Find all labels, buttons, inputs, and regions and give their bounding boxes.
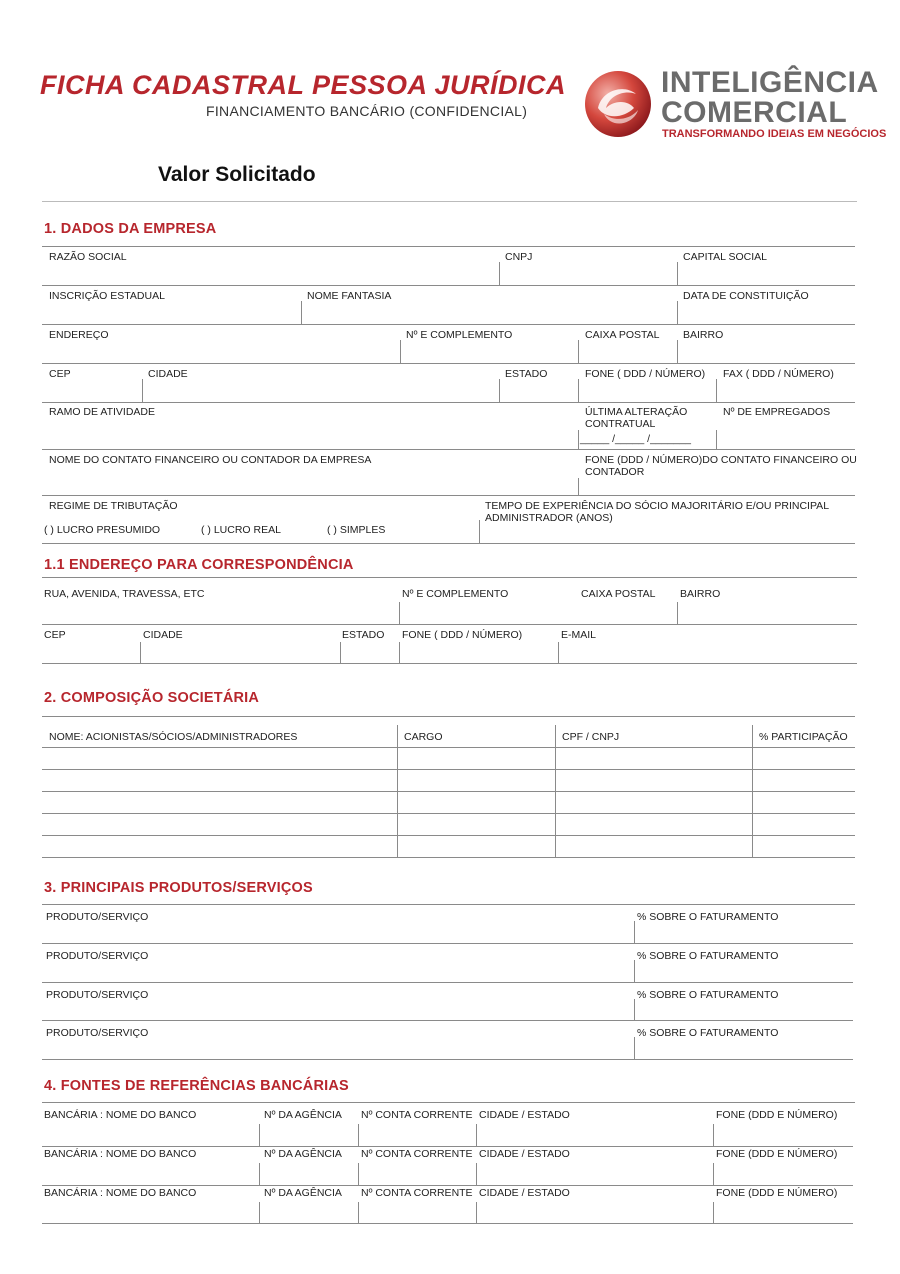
table-row[interactable] <box>42 857 855 858</box>
agencia-label: Nº DA AGÊNCIA <box>264 1148 342 1160</box>
field-divider <box>578 430 579 450</box>
section-title-dados-empresa: 1. DADOS DA EMPRESA <box>44 221 217 237</box>
corr-bairro-label: BAIRRO <box>680 588 721 600</box>
field-divider <box>499 262 500 286</box>
fone-contato-label: FONE (DDD / NÚMERO)DO CONTATO FINANCEIRO OU CONTADOR <box>585 454 857 478</box>
capital-social-label: CAPITAL SOCIAL <box>683 251 768 263</box>
field-divider <box>578 379 579 403</box>
section-title-produtos-servicos: 3. PRINCIPAIS PRODUTOS/SERVIÇOS <box>44 880 313 896</box>
rule <box>42 246 855 247</box>
simples-checkbox[interactable]: ( ) SIMPLES <box>327 524 386 536</box>
field-divider <box>634 1037 635 1059</box>
field-divider <box>677 301 678 325</box>
conta-label: Nº CONTA CORRENTE <box>361 1109 473 1121</box>
field-divider <box>259 1124 260 1147</box>
field-divider <box>713 1163 714 1186</box>
field-divider <box>578 340 579 364</box>
valor-solicitado-label: Valor Solicitado <box>158 163 316 186</box>
lucro-presumido-checkbox[interactable]: ( ) LUCRO PRESUMIDO <box>44 524 161 536</box>
endereco-label: ENDEREÇO <box>49 329 109 341</box>
fone-banco-label: FONE (DDD E NÚMERO) <box>716 1148 838 1160</box>
conta-label: Nº CONTA CORRENTE <box>361 1148 473 1160</box>
cnpj-label: CNPJ <box>505 251 533 263</box>
cidade-estado-label: CIDADE / ESTADO <box>479 1187 570 1199</box>
faturamento-label: % SOBRE O FATURAMENTO <box>637 989 779 1001</box>
field-divider <box>259 1202 260 1224</box>
rule <box>42 577 857 578</box>
field-divider <box>259 1163 260 1186</box>
razao-social-label: RAZÃO SOCIAL <box>49 251 127 263</box>
cep-field[interactable] <box>42 402 855 403</box>
field-divider <box>399 602 400 625</box>
rule <box>42 904 855 905</box>
banco-label: BANCÁRIA : NOME DO BANCO <box>44 1148 197 1160</box>
field-divider <box>677 262 678 286</box>
regime-field[interactable] <box>42 543 855 544</box>
fone-banco-label: FONE (DDD E NÚMERO) <box>716 1109 838 1121</box>
numero-complemento-label: Nº E COMPLEMENTO <box>406 329 513 341</box>
corr-rua-field[interactable] <box>42 624 857 625</box>
col-header-cpf-cnpj: CPF / CNPJ <box>562 731 620 743</box>
field-divider <box>340 642 341 664</box>
field-divider <box>713 1202 714 1224</box>
banco-field[interactable] <box>42 1223 853 1224</box>
field-divider <box>358 1163 359 1186</box>
field-divider <box>716 430 717 450</box>
nome-contato-field[interactable] <box>42 495 855 496</box>
corr-fone-label: FONE ( DDD / NÚMERO) <box>402 629 523 641</box>
col-header-cargo: CARGO <box>404 731 443 743</box>
fax-label: FAX ( DDD / NÚMERO) <box>723 368 834 380</box>
produto-label: PRODUTO/SERVIÇO <box>46 950 149 962</box>
field-divider <box>140 642 141 664</box>
field-divider <box>358 1124 359 1147</box>
produto-field[interactable] <box>42 982 853 983</box>
rua-label: RUA, AVENIDA, TRAVESSA, ETC <box>44 588 205 600</box>
corr-cep-label: CEP <box>44 629 66 641</box>
fone-banco-label: FONE (DDD E NÚMERO) <box>716 1187 838 1199</box>
corr-estado-label: ESTADO <box>342 629 385 641</box>
cidade-estado-label: CIDADE / ESTADO <box>479 1148 570 1160</box>
num-empregados-label: Nº DE EMPREGADOS <box>723 406 831 418</box>
field-divider <box>479 520 480 544</box>
agencia-label: Nº DA AGÊNCIA <box>264 1187 342 1199</box>
section-title-referencias-bancarias: 4. FONTES DE REFERÊNCIAS BANCÁRIAS <box>44 1078 349 1094</box>
field-divider <box>677 602 678 625</box>
bairro-label: BAIRRO <box>683 329 724 341</box>
cep-label: CEP <box>49 368 71 380</box>
inscricao-estadual-label: INSCRIÇÃO ESTADUAL <box>49 290 165 302</box>
cidade-label: CIDADE <box>148 368 188 380</box>
field-divider <box>142 379 143 403</box>
razao-social-field[interactable] <box>42 285 855 286</box>
field-divider <box>476 1124 477 1147</box>
faturamento-label: % SOBRE O FATURAMENTO <box>637 911 779 923</box>
produto-field[interactable] <box>42 1059 853 1060</box>
cidade-estado-label: CIDADE / ESTADO <box>479 1109 570 1121</box>
produto-label: PRODUTO/SERVIÇO <box>46 911 149 923</box>
table-row[interactable] <box>42 747 855 748</box>
logo-text-line2: COMERCIAL <box>661 96 848 129</box>
field-divider <box>499 379 500 403</box>
field-divider <box>399 642 400 664</box>
form-title: FICHA CADASTRAL PESSOA JURÍDICA <box>40 70 567 100</box>
endereco-field[interactable] <box>42 363 855 364</box>
nome-fantasia-label: NOME FANTASIA <box>307 290 392 302</box>
faturamento-label: % SOBRE O FATURAMENTO <box>637 950 779 962</box>
field-divider <box>558 642 559 664</box>
field-divider <box>578 478 579 496</box>
agencia-label: Nº DA AGÊNCIA <box>264 1109 342 1121</box>
corr-cep-field[interactable] <box>42 663 857 664</box>
table-row[interactable] <box>42 769 855 770</box>
section-title-composicao-societaria: 2. COMPOSIÇÃO SOCIETÁRIA <box>44 690 260 706</box>
field-divider <box>716 379 717 403</box>
field-divider <box>476 1163 477 1186</box>
nome-contato-label: NOME DO CONTATO FINANCEIRO OU CONTADOR DA EMPRESA <box>49 454 372 466</box>
ultima-alteracao-label: ÚLTIMA ALTERAÇÃO CONTRATUAL <box>585 406 688 430</box>
col-header-nome: NOME: ACIONISTAS/SÓCIOS/ADMINISTRADORES <box>49 731 298 743</box>
field-divider <box>358 1202 359 1224</box>
banco-field[interactable] <box>42 1185 853 1186</box>
table-row[interactable] <box>42 835 855 836</box>
corr-numero-label: Nº E COMPLEMENTO <box>402 588 509 600</box>
produto-field[interactable] <box>42 1020 853 1021</box>
rule <box>42 1102 855 1103</box>
logo-text-line1: INTELIGÊNCIA <box>661 66 879 99</box>
field-divider <box>476 1202 477 1224</box>
fone-label: FONE ( DDD / NÚMERO) <box>585 368 706 380</box>
field-divider <box>301 301 302 325</box>
produto-label: PRODUTO/SERVIÇO <box>46 1027 149 1039</box>
data-constituicao-label: DATA DE CONSTITUIÇÃO <box>683 290 809 302</box>
ultima-alteracao-date-blank[interactable]: _____ /_____ /_______ <box>580 433 691 445</box>
logo-tagline: TRANSFORMANDO IDEIAS EM NEGÓCIOS <box>662 128 887 140</box>
banco-label: BANCÁRIA : NOME DO BANCO <box>44 1109 197 1121</box>
regime-tributacao-label: REGIME DE TRIBUTAÇÃO <box>49 500 178 512</box>
table-row[interactable] <box>42 813 855 814</box>
col-header-participacao: % PARTICIPAÇÃO <box>759 731 848 743</box>
field-divider <box>634 921 635 943</box>
corr-cidade-label: CIDADE <box>143 629 183 641</box>
banco-field[interactable] <box>42 1146 853 1147</box>
field-divider <box>400 340 401 364</box>
caixa-postal-label: CAIXA POSTAL <box>585 329 660 341</box>
company-logo-icon <box>584 70 652 138</box>
banco-label: BANCÁRIA : NOME DO BANCO <box>44 1187 197 1199</box>
inscricao-estadual-field[interactable] <box>42 324 855 325</box>
produto-label: PRODUTO/SERVIÇO <box>46 989 149 1001</box>
field-divider <box>634 960 635 982</box>
produto-field[interactable] <box>42 943 853 944</box>
rule <box>42 716 855 717</box>
ramo-atividade-field[interactable] <box>42 449 855 450</box>
estado-label: ESTADO <box>505 368 548 380</box>
conta-label: Nº CONTA CORRENTE <box>361 1187 473 1199</box>
lucro-real-checkbox[interactable]: ( ) LUCRO REAL <box>201 524 281 536</box>
corr-email-label: E-MAIL <box>561 629 597 641</box>
table-row[interactable] <box>42 791 855 792</box>
divider <box>42 201 857 202</box>
field-divider <box>713 1124 714 1147</box>
field-divider <box>634 999 635 1020</box>
tempo-experiencia-label: TEMPO DE EXPERIÊNCIA DO SÓCIO MAJORITÁRIO E/OU PRINCIPAL ADMINISTRADOR (ANOS) <box>485 500 829 524</box>
section-title-endereco-correspondencia: 1.1 ENDEREÇO PARA CORRESPONDÊNCIA <box>44 557 354 573</box>
faturamento-label: % SOBRE O FATURAMENTO <box>637 1027 779 1039</box>
ramo-atividade-label: RAMO DE ATIVIDADE <box>49 406 155 418</box>
form-subtitle: FINANCIAMENTO BANCÁRIO (CONFIDENCIAL) <box>206 103 528 119</box>
field-divider <box>677 340 678 364</box>
corr-caixa-postal-label: CAIXA POSTAL <box>581 588 656 600</box>
